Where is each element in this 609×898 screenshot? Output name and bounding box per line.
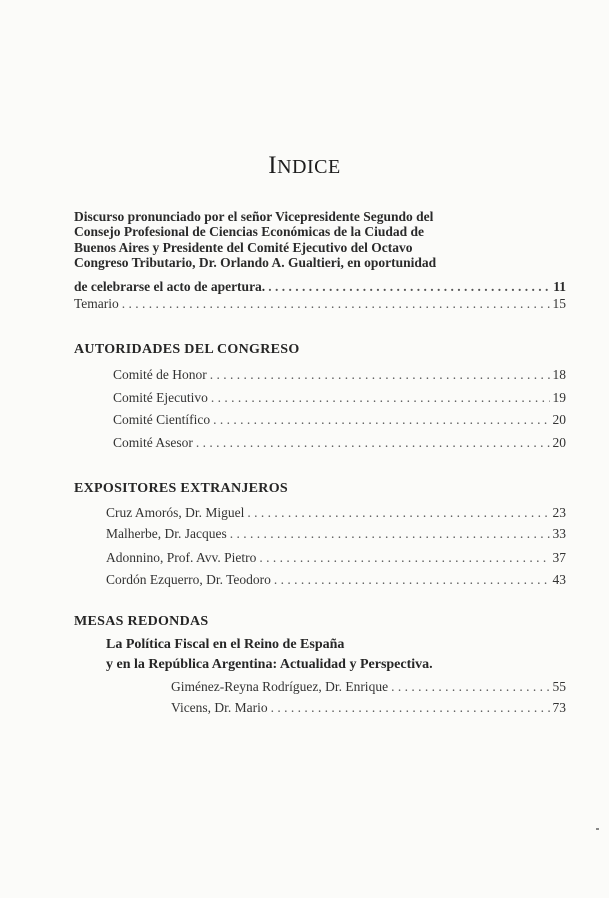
toc-page-number: 73 — [552, 700, 566, 715]
title-rest: NDICE — [277, 156, 341, 178]
leader-dots — [259, 550, 549, 566]
leader-dots — [274, 572, 550, 588]
leader-dots — [271, 700, 550, 716]
leader-dots — [122, 296, 550, 312]
toc-page-number: 15 — [552, 296, 566, 311]
toc-entry[interactable] — [106, 572, 566, 588]
toc-entry-temario[interactable] — [74, 296, 566, 312]
roundtable-title — [106, 635, 433, 675]
section-heading-mesas: MESAS REDONDAS — [74, 614, 209, 629]
toc-entry[interactable] — [106, 526, 566, 542]
leader-dots — [211, 390, 550, 406]
intro-line: Consejo Profesional de Ciencias Económicas de la Ciudad de — [74, 224, 425, 240]
toc-entry-label: Vicens, Dr. Mario — [171, 700, 268, 715]
section-heading-autoridades: AUTORIDADES DEL CONGRESO — [74, 342, 300, 357]
intro-line: Congreso Tributario, Dr. Orlando A. Gualtieri, en oportunidad — [74, 255, 437, 271]
toc-page-number: 55 — [552, 679, 566, 694]
toc-entry-label: Temario — [74, 296, 119, 311]
intro-line: Buenos Aires y Presidente del Comité Ejecutivo del Octavo — [74, 239, 413, 255]
roundtable-title-line: La Política Fiscal en el Reino de España — [106, 637, 345, 652]
toc-page-number: 23 — [552, 505, 566, 520]
toc-page-number: 37 — [552, 550, 566, 565]
toc-entry-label: Cruz Amorós, Dr. Miguel — [106, 505, 245, 520]
intro-paragraph — [74, 209, 494, 271]
toc-entry-label: Comité Ejecutivo — [113, 390, 208, 405]
toc-entry-label: Comité de Honor — [113, 367, 207, 382]
toc-page-number: 33 — [552, 526, 566, 541]
toc-entry-label: Comité Asesor — [113, 435, 193, 450]
toc-entry[interactable] — [171, 700, 566, 716]
leader-dots — [213, 412, 549, 428]
toc-page-number: 20 — [552, 435, 566, 450]
toc-entry[interactable] — [113, 412, 566, 428]
leader-dots — [210, 367, 550, 383]
leader-dots — [247, 505, 549, 521]
toc-entry-discurso[interactable] — [74, 279, 566, 295]
leader-dots — [391, 679, 549, 695]
toc-page-number: 43 — [552, 572, 566, 587]
toc-entry[interactable] — [106, 550, 566, 566]
toc-page-number: 20 — [552, 412, 566, 427]
toc-entry-label: de celebrarse el acto de apertura. — [74, 279, 266, 294]
toc-page-number: 18 — [552, 367, 566, 382]
toc-entry-label: Comité Científico — [113, 412, 211, 427]
intro-line: Discurso pronunciado por el señor Vicepresidente Segundo del — [74, 209, 434, 224]
leader-dots — [230, 526, 550, 542]
leader-dots — [268, 279, 550, 295]
toc-entry-label: Giménez-Reyna Rodríguez, Dr. Enrique — [171, 679, 389, 694]
toc-entry[interactable] — [171, 679, 566, 695]
title-initial: I — [268, 152, 278, 179]
page-title — [0, 152, 609, 180]
toc-entry-label: Adonnino, Prof. Avv. Pietro — [106, 550, 257, 565]
leader-dots — [196, 435, 550, 451]
section-heading-expositores: EXPOSITORES EXTRANJEROS — [74, 481, 288, 496]
toc-entry[interactable] — [113, 390, 566, 406]
scan-speck — [596, 828, 599, 830]
toc-entry-label: Cordón Ezquerro, Dr. Teodoro — [106, 572, 271, 587]
toc-entry[interactable] — [106, 505, 566, 521]
toc-page-number: 11 — [553, 279, 566, 294]
roundtable-title-line: y en la República Argentina: Actualidad y Perspectiva. — [106, 657, 433, 672]
toc-page-number: 19 — [552, 390, 566, 405]
toc-entry-label: Malherbe, Dr. Jacques — [106, 526, 227, 541]
toc-entry[interactable] — [113, 367, 566, 383]
toc-entry[interactable] — [113, 435, 566, 451]
